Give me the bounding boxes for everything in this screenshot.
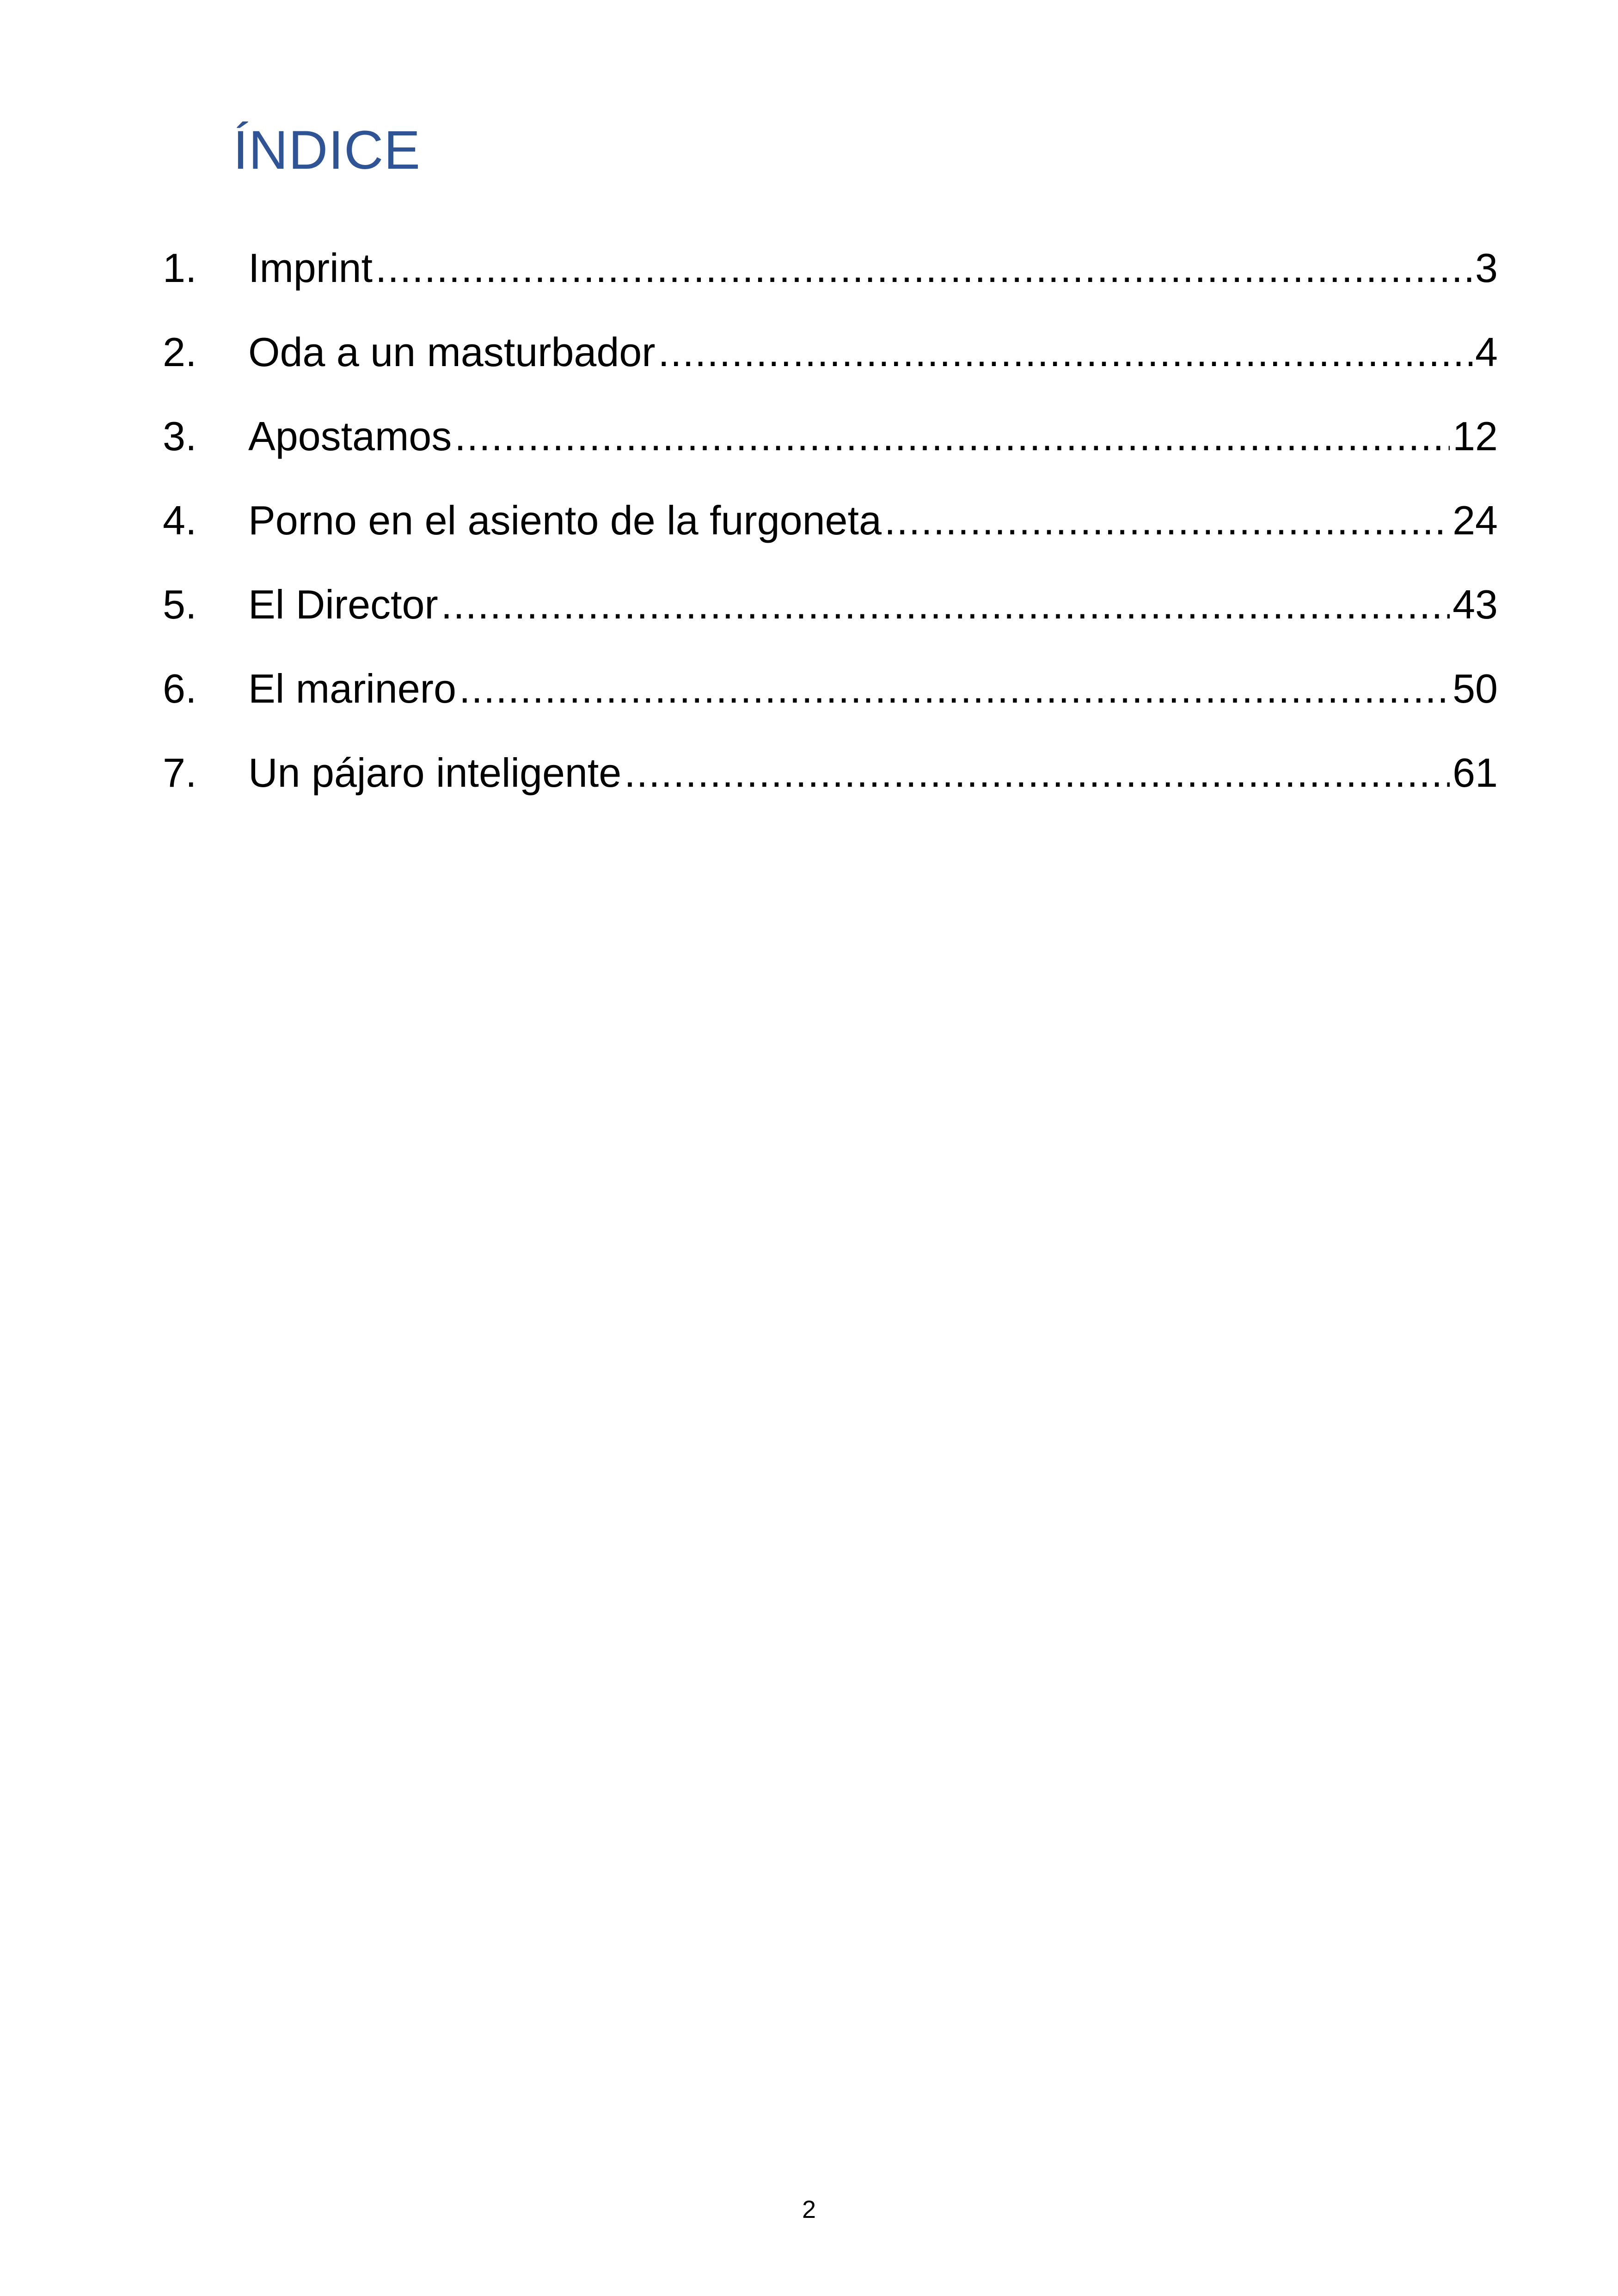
page-number: 2 bbox=[802, 2196, 816, 2223]
toc-entry-page[interactable]: 43 bbox=[1453, 582, 1498, 627]
toc-entry[interactable] bbox=[163, 409, 1498, 493]
toc-dot-leader bbox=[459, 661, 1450, 716]
toc-entry-number: 1. bbox=[163, 245, 197, 291]
toc-entry[interactable] bbox=[163, 493, 1498, 577]
toc-entry-title[interactable]: Imprint bbox=[248, 245, 373, 291]
toc-entry-number: 7. bbox=[163, 750, 197, 796]
toc-dot-leader bbox=[441, 577, 1450, 632]
toc-entry[interactable] bbox=[163, 577, 1498, 661]
toc-entry[interactable] bbox=[163, 240, 1498, 325]
toc-entry-number: 2. bbox=[163, 329, 197, 375]
toc-entry-page[interactable]: 50 bbox=[1453, 666, 1498, 711]
toc-entry-title[interactable]: Porno en el asiento de la furgoneta bbox=[248, 497, 882, 543]
toc-dot-leader bbox=[884, 493, 1450, 548]
toc-entry[interactable] bbox=[163, 745, 1498, 829]
toc-entry-page[interactable]: 3 bbox=[1475, 245, 1498, 291]
toc-entry-page[interactable]: 12 bbox=[1453, 413, 1498, 459]
toc-entry-title[interactable]: Oda a un masturbador bbox=[248, 329, 656, 375]
table-of-contents bbox=[163, 240, 1498, 829]
toc-entry-number: 5. bbox=[163, 582, 197, 627]
toc-heading: ÍNDICE bbox=[233, 120, 421, 181]
toc-entry-number: 3. bbox=[163, 413, 197, 459]
toc-entry[interactable] bbox=[163, 661, 1498, 745]
toc-entry-title[interactable]: El Director bbox=[248, 582, 438, 627]
toc-entry-page[interactable]: 4 bbox=[1475, 329, 1498, 375]
toc-entry[interactable] bbox=[163, 325, 1498, 409]
toc-dot-leader bbox=[624, 745, 1450, 801]
toc-entry-page[interactable]: 24 bbox=[1453, 497, 1498, 543]
toc-entry-page[interactable]: 61 bbox=[1453, 750, 1498, 796]
toc-dot-leader bbox=[658, 325, 1473, 380]
toc-entry-title[interactable]: Un pájaro inteligente bbox=[248, 750, 622, 796]
toc-entry-title[interactable]: Apostamos bbox=[248, 413, 452, 459]
toc-dot-leader bbox=[454, 409, 1450, 464]
toc-entry-number: 6. bbox=[163, 666, 197, 711]
toc-dot-leader bbox=[375, 240, 1472, 296]
toc-entry-number: 4. bbox=[163, 497, 197, 543]
toc-entry-title[interactable]: El marinero bbox=[248, 666, 456, 711]
